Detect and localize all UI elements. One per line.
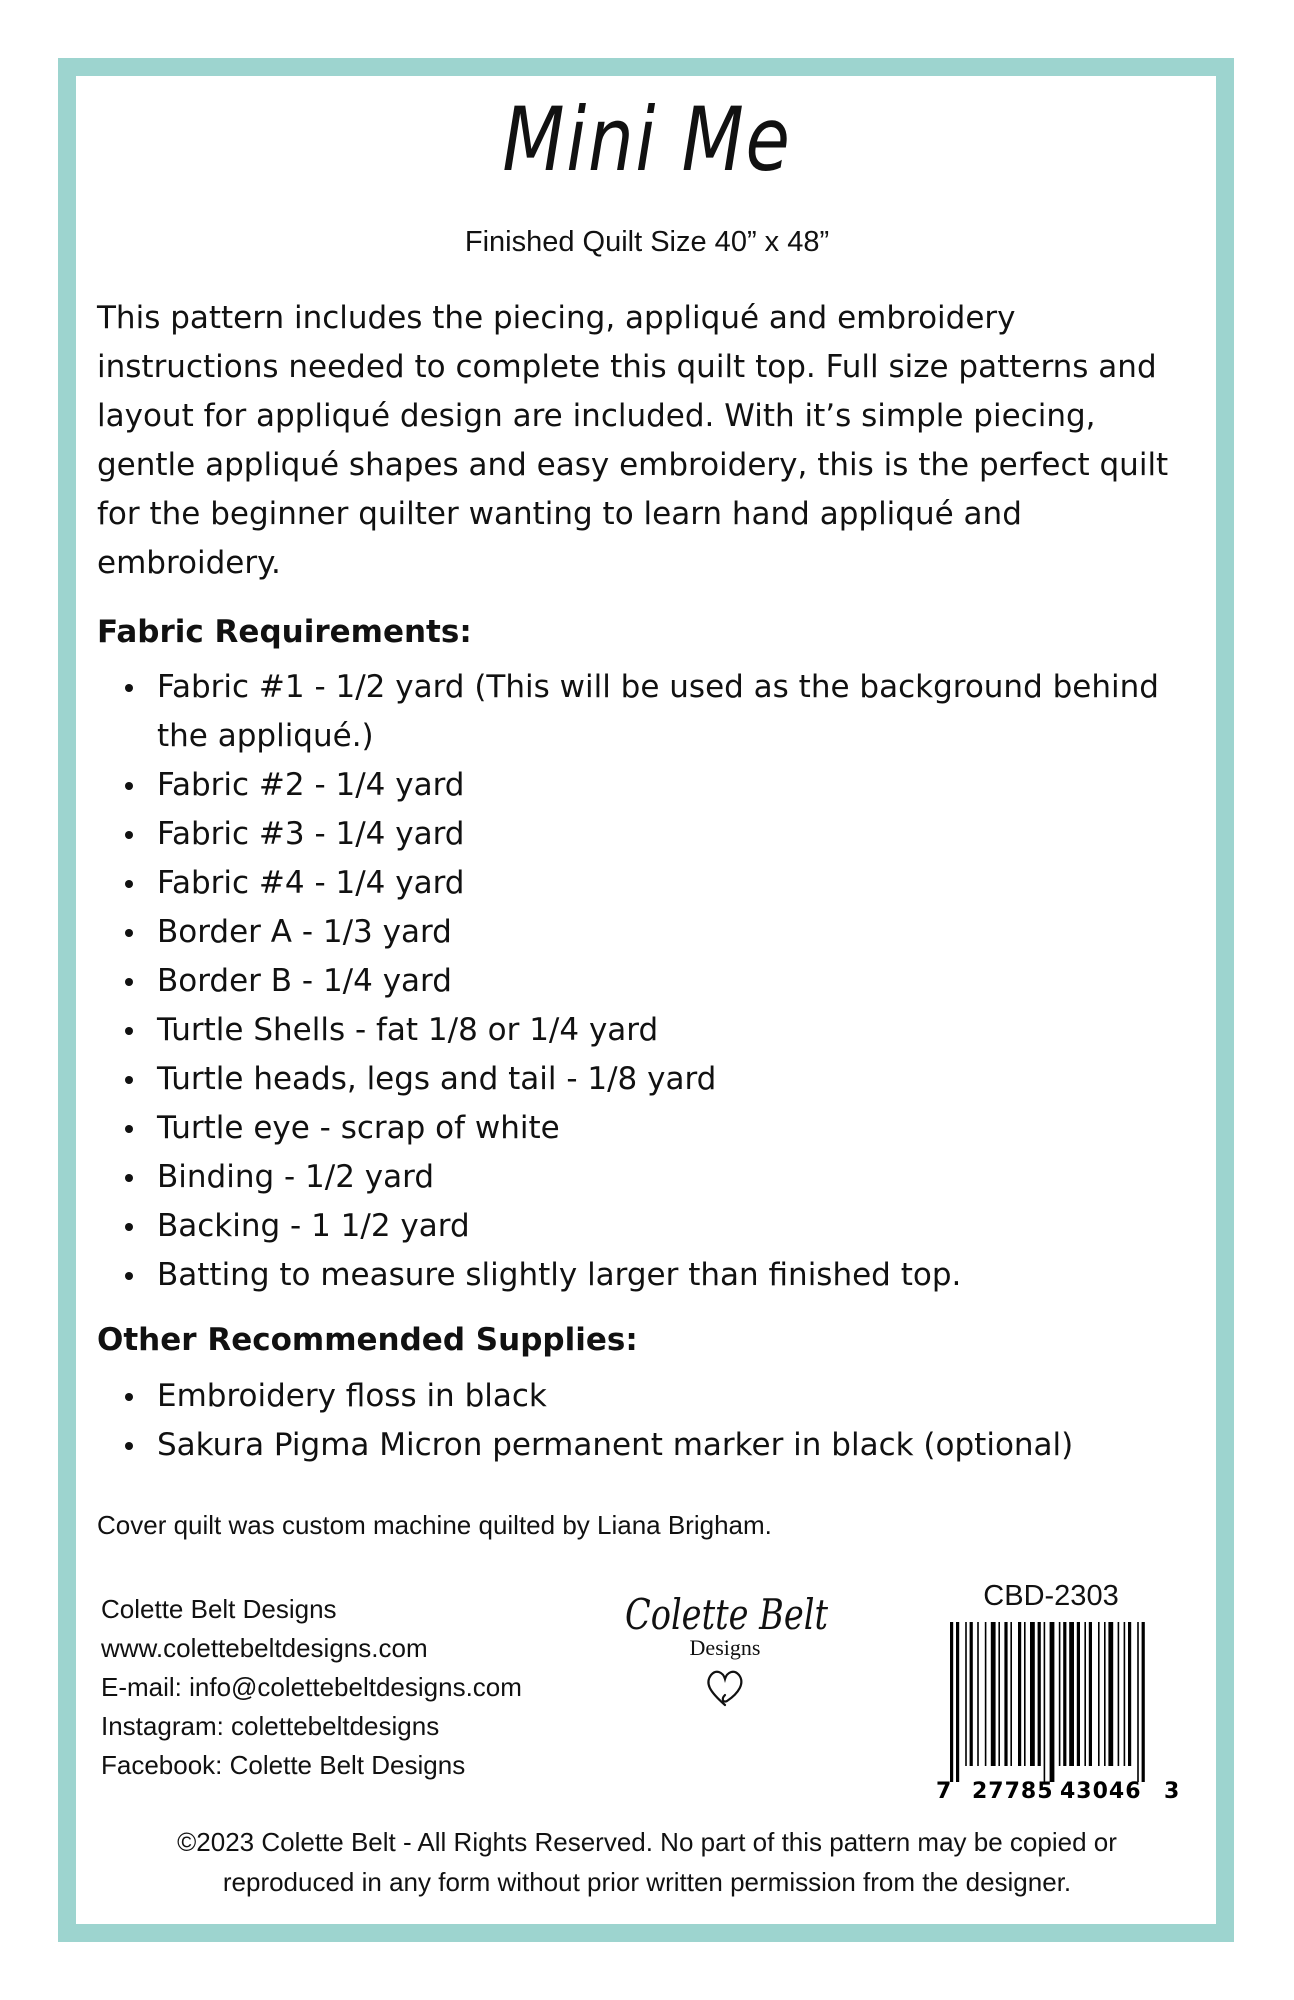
barcode-first-digit: 7	[936, 1779, 952, 1804]
list-item: Turtle Shells - fat 1/8 or 1/4 yard	[97, 1006, 1197, 1055]
barcode-bar	[1137, 1622, 1139, 1782]
list-item: Batting to measure slightly larger than finished top.	[97, 1251, 1197, 1300]
barcode-bar	[1118, 1622, 1120, 1766]
fabric-list	[97, 663, 1197, 1300]
barcode-bar	[1018, 1622, 1021, 1766]
barcode-bar	[977, 1622, 979, 1766]
barcode-bar	[1038, 1622, 1041, 1766]
barcode-bar	[1089, 1622, 1092, 1766]
pattern-title: Mini Me	[502, 88, 792, 191]
list-item: Turtle eye - scrap of white	[97, 1104, 1197, 1153]
barcode-bar	[1004, 1622, 1007, 1766]
list-item: Fabric #1 - 1/2 yard (This will be used as the background behind the appliqué.)	[97, 663, 1197, 761]
barcode-bar	[1104, 1622, 1106, 1766]
barcode-bar	[970, 1622, 973, 1766]
intro-paragraph: This pattern includes the piecing, appliqué and embroidery instructions needed to complete this quilt top. Full size patterns and layout for appliqué design are included. With it’s simple piecing, gentle appliqué shapes and easy embroidery, this is the perfect quilt for the beginner quilter wanting to learn hand appliqué and embroidery.	[97, 300, 1169, 581]
copyright-notice	[0, 1822, 1294, 1902]
barcode-bar	[1098, 1622, 1100, 1766]
barcode-bar	[1142, 1622, 1145, 1782]
quilter-credit: Cover quilt was custom machine quilted by Liana Brigham.	[97, 1510, 772, 1540]
heart-icon	[703, 1665, 747, 1707]
barcode-bar	[1030, 1622, 1035, 1766]
sku-code: CBD-2303	[983, 1580, 1119, 1612]
barcode-bar	[1069, 1622, 1074, 1766]
list-item: Binding - 1/2 yard	[97, 1153, 1197, 1202]
supplies-heading: Other Recommended Supplies:	[97, 1322, 638, 1358]
barcode-bar	[1050, 1622, 1055, 1782]
brand-logo	[600, 1590, 850, 1707]
logo-name: Colette Belt	[625, 1590, 828, 1639]
quilt-size: Finished Quilt Size 40” x 48”	[464, 226, 830, 258]
instagram-handle: Instagram: colettebeltdesigns	[101, 1711, 440, 1741]
barcode-bar	[1024, 1622, 1026, 1766]
list-item: Turtle heads, legs and tail - 1/8 yard	[97, 1055, 1197, 1104]
barcode-bar	[956, 1622, 959, 1782]
list-item: Border B - 1/4 yard	[97, 957, 1197, 1006]
barcode	[928, 1618, 1184, 1804]
list-item: Fabric #4 - 1/4 yard	[97, 859, 1197, 908]
contact-info	[101, 1590, 522, 1785]
barcode-bar	[1063, 1622, 1066, 1766]
supplies-list	[97, 1372, 1197, 1470]
barcode-bar	[1059, 1622, 1061, 1766]
barcode-bar	[1077, 1622, 1080, 1766]
list-item: Border A - 1/3 yard	[97, 908, 1197, 957]
facebook-page: Facebook: Colette Belt Designs	[101, 1750, 466, 1780]
barcode-bar	[985, 1622, 987, 1766]
barcode-bar	[1084, 1622, 1086, 1766]
list-item: Backing - 1 1/2 yard	[97, 1202, 1197, 1251]
copyright-line: ©2023 Colette Belt - All Rights Reserved. No part of this pattern may be copied or	[177, 1827, 1117, 1857]
barcode-last-digit: 3	[1164, 1779, 1180, 1804]
logo-sub: Designs	[689, 1635, 761, 1660]
barcode-bar	[1128, 1622, 1131, 1766]
list-item: Embroidery floss in black	[97, 1372, 1197, 1421]
barcode-bar	[991, 1622, 996, 1766]
barcode-left-digits: 27785	[972, 1779, 1054, 1804]
list-item: Fabric #3 - 1/4 yard	[97, 810, 1197, 859]
barcode-bar	[998, 1622, 1000, 1766]
website-link[interactable]: www.colettebeltdesigns.com	[101, 1633, 428, 1663]
barcode-bar	[1010, 1622, 1012, 1766]
copyright-line: reproduced in any form without prior written permission from the designer.	[222, 1867, 1072, 1897]
barcode-bar	[965, 1622, 967, 1766]
fabric-heading: Fabric Requirements:	[97, 614, 472, 650]
list-item: Sakura Pigma Micron permanent marker in black (optional)	[97, 1421, 1197, 1470]
barcode-bar	[950, 1622, 953, 1782]
list-item: Fabric #2 - 1/4 yard	[97, 761, 1197, 810]
barcode-bar	[1108, 1622, 1113, 1766]
barcode-bar	[1044, 1622, 1046, 1782]
barcode-bar	[1124, 1622, 1126, 1766]
barcode-right-digits: 43046	[1060, 1779, 1142, 1804]
email-link[interactable]: E-mail: info@colettebeltdesigns.com	[101, 1672, 522, 1702]
company-name: Colette Belt Designs	[101, 1594, 337, 1624]
